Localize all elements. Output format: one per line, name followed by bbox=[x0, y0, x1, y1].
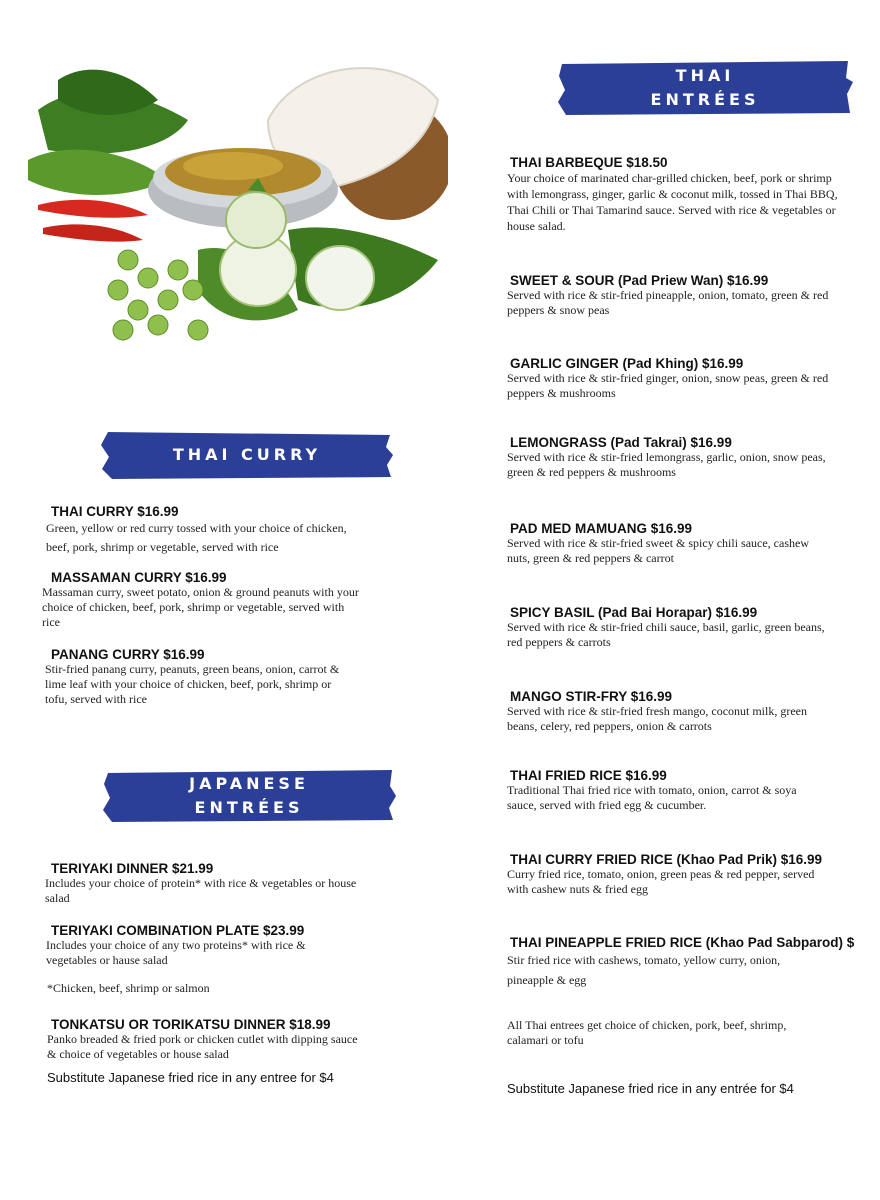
menu-item-desc: Green, yellow or red curry tossed with your choice of chicken, beef, pork, shrimp or vegetable, served with rice bbox=[46, 521, 347, 554]
menu-item-desc: Your choice of marinated char-grilled chicken, beef, pork or shrimp with lemongrass, ginger, garlic & coconut milk, tossed in Thai BBQ, Thai Chili or Thai Tamarind sauce. Served with rice & vegetables or house salad. bbox=[507, 171, 838, 233]
menu-item-desc: Includes your choice of protein* with rice & vegetables or house salad bbox=[45, 876, 357, 905]
menu-item bbox=[507, 521, 827, 566]
menu-item bbox=[47, 1017, 367, 1062]
menu-item-desc: Curry fried rice, tomato, onion, green peas & red pepper, served with cashew nuts & fried egg bbox=[507, 867, 815, 896]
menu-item-desc: Served with rice & stir-fried sweet & spicy chili sauce, cashew nuts, green & red peppers & carrot bbox=[507, 536, 809, 565]
substitute-note: Substitute Japanese fried rice in any entrée for $4 bbox=[507, 1081, 794, 1096]
protein-note: All Thai entrees get choice of chicken, pork, beef, shrimp, calamari or tofu bbox=[507, 1018, 787, 1047]
menu-item-title: SPICY BASIL (Pad Bai Horapar) $16.99 bbox=[510, 605, 758, 620]
menu-item bbox=[507, 155, 842, 234]
menu-item bbox=[507, 768, 827, 813]
menu-item bbox=[507, 356, 837, 401]
menu-item-desc: Served with rice & stir-fried fresh mango, coconut milk, green beans, celery, red peppers, onion & carrots bbox=[507, 704, 807, 733]
menu-item-title: THAI CURRY $16.99 bbox=[51, 504, 179, 519]
menu-item-title: PAD MED MAMUANG $16.99 bbox=[510, 521, 693, 536]
menu-item-title: THAI BARBEQUE $18.50 bbox=[510, 155, 668, 170]
thai-entrees-banner bbox=[556, 58, 854, 118]
substitute-note: Substitute Japanese fried rice in any entree for $4 bbox=[47, 1070, 334, 1085]
menu-item-title: TERIYAKI COMBINATION PLATE $23.99 bbox=[51, 923, 305, 938]
menu-item-title: MANGO STIR-FRY $16.99 bbox=[510, 689, 673, 704]
menu-item-title: TONKATSU OR TORIKATSU DINNER $18.99 bbox=[51, 1017, 331, 1032]
banner-line: JAPANESE bbox=[189, 774, 309, 793]
menu-item bbox=[507, 605, 827, 650]
menu-item-desc: Massaman curry, sweet potato, onion & ground peanuts with your choice of chicken, beef, pork, shrimp or vegetable, served with rice bbox=[42, 585, 359, 629]
menu-item-desc: Served with rice & stir-fried pineapple, onion, tomato, green & red peppers & snow peas bbox=[507, 288, 829, 317]
menu-item-desc: Includes your choice of any two proteins* with rice & vegetables or hause salad bbox=[46, 938, 306, 967]
menu-item bbox=[507, 689, 817, 734]
menu-item-title: LEMONGRASS (Pad Takrai) $16.99 bbox=[510, 435, 732, 450]
menu-item bbox=[45, 647, 345, 707]
menu-item-title: PANANG CURRY $16.99 bbox=[51, 647, 205, 662]
menu-item-desc: Served with rice & stir-fried lemongrass, garlic, onion, snow peas, green & red peppers & mushrooms bbox=[507, 450, 826, 479]
banner-line: ENTRÉES bbox=[650, 90, 760, 109]
menu-item bbox=[46, 504, 366, 557]
menu-item-title: THAI PINEAPPLE FRIED RICE (Khao Pad Sabparod) $ bbox=[510, 935, 855, 950]
thai-curry-banner bbox=[100, 429, 394, 481]
menu-item bbox=[45, 861, 365, 906]
menu-item bbox=[507, 435, 837, 480]
menu-item-desc: Panko breaded & fried pork or chicken cutlet with dipping sauce & choice of vegetables or house salad bbox=[47, 1032, 358, 1061]
menu-item-title: SWEET & SOUR (Pad Priew Wan) $16.99 bbox=[510, 273, 769, 288]
menu-item-desc: Traditional Thai fried rice with tomato, onion, carrot & soya sauce, served with fried egg & cucumber. bbox=[507, 783, 797, 812]
menu-item-title: THAI CURRY FRIED RICE (Khao Pad Prik) $16.99 bbox=[510, 852, 823, 867]
menu-item-title: GARLIC GINGER (Pad Khing) $16.99 bbox=[510, 356, 744, 371]
menu-item-desc: Stir-fried panang curry, peanuts, green beans, onion, carrot & lime leaf with your choice of chicken, beef, pork, shrimp or tofu, served with rice bbox=[45, 662, 340, 706]
menu-item bbox=[507, 935, 880, 990]
menu-item-title: THAI FRIED RICE $16.99 bbox=[510, 768, 667, 783]
menu-item bbox=[46, 923, 346, 968]
menu-item-desc: Served with rice & stir-fried ginger, onion, snow peas, green & red peppers & mushrooms bbox=[507, 371, 829, 400]
menu-item bbox=[42, 570, 364, 630]
protein-note: *Chicken, beef, shrimp or salmon bbox=[47, 981, 210, 995]
banner-line: THAI bbox=[675, 66, 735, 85]
banner-line: THAI CURRY bbox=[172, 445, 322, 464]
menu-item-title: MASSAMAN CURRY $16.99 bbox=[51, 570, 227, 585]
menu-item-title: TERIYAKI DINNER $21.99 bbox=[51, 861, 214, 876]
japanese-entrees-banner bbox=[102, 768, 396, 824]
food-photo bbox=[18, 40, 448, 360]
banner-line: ENTRÉES bbox=[194, 798, 304, 817]
menu-item bbox=[507, 273, 837, 318]
menu-item-desc: Served with rice & stir-fried chili sauce, basil, garlic, green beans, red peppers & carrots bbox=[507, 620, 825, 649]
menu-item bbox=[507, 852, 823, 897]
menu-item-desc: Stir fried rice with cashews, tomato, yellow curry, onion, pineapple & egg bbox=[507, 953, 781, 987]
